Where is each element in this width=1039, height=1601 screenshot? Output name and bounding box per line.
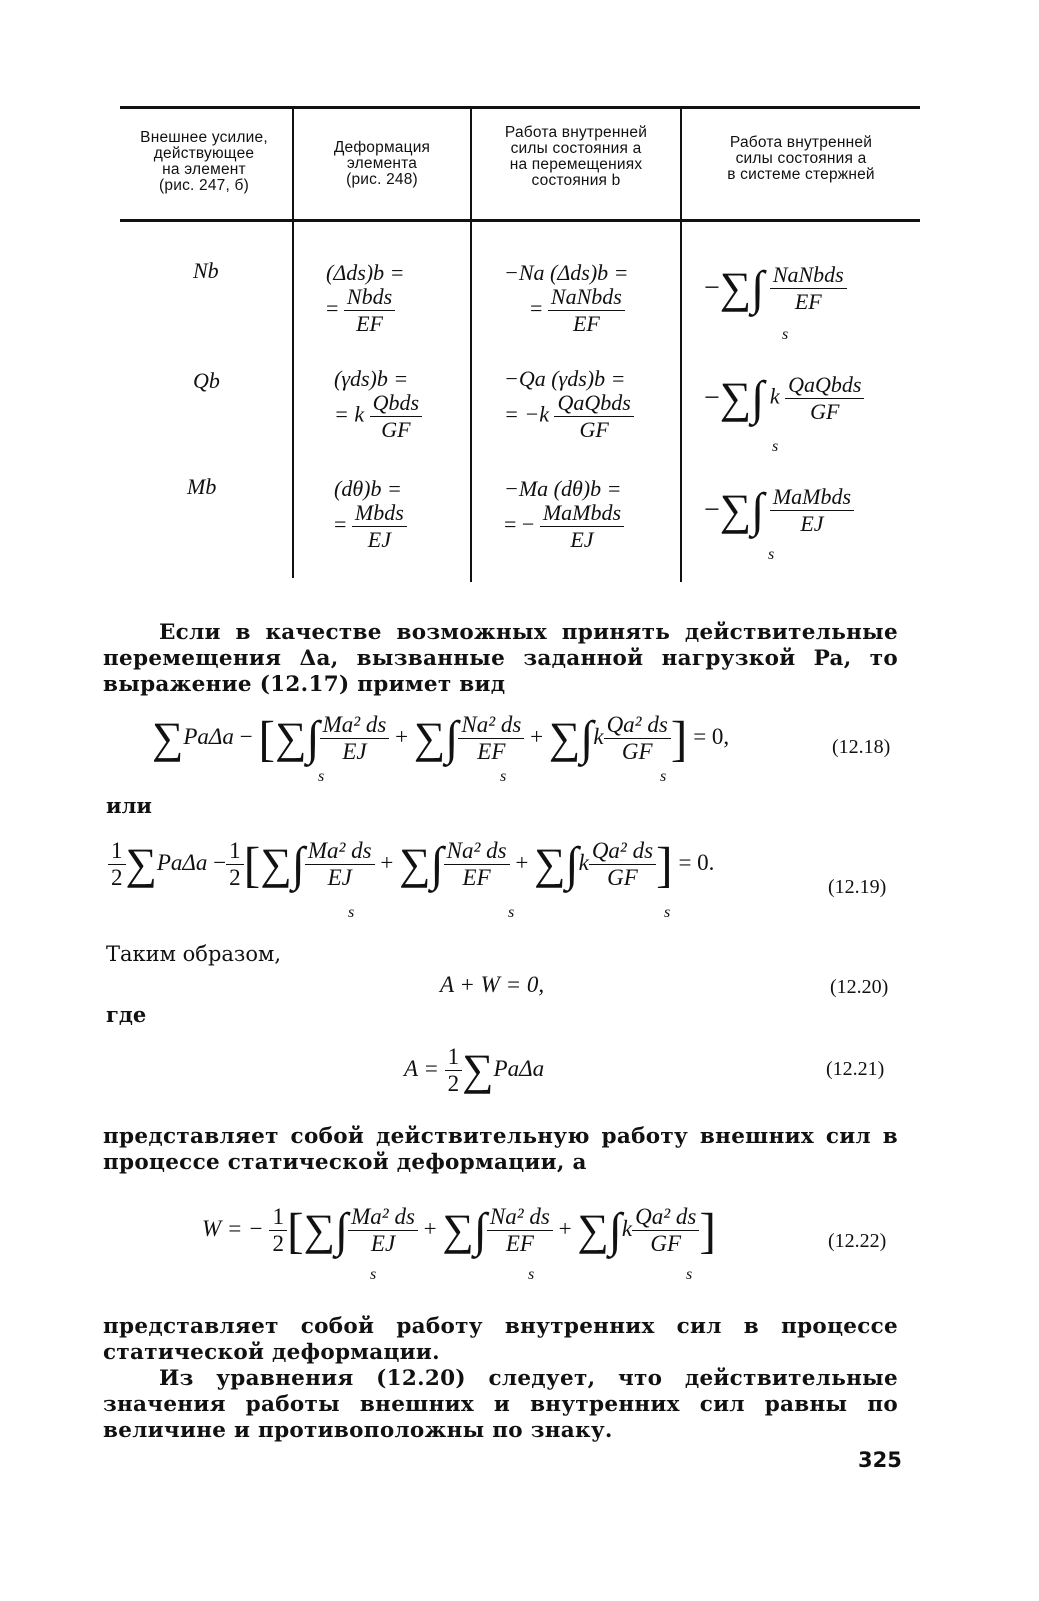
deformation-qb: (γds)b = = k $\frac{\text{Qbds}}{GF}$ (334, 366, 464, 443)
row-force-qb: Qb (193, 368, 220, 393)
equation-number-12-19: (12.19) (828, 876, 887, 898)
table-col-divider-2 (470, 108, 472, 582)
paragraph-conclusion: Из уравнения (12.20) следует, что действительные значения работы внешних и внутренних сил равны по величине и противоположны по знаку. (103, 1366, 898, 1443)
deformation-nb: (Δds)b = = $\frac{\text{Nbds}}{EF}$ (326, 260, 405, 336)
eq-12-22-s3: s (686, 1266, 693, 1283)
system-work-mb: −∑∫ $\frac{\text{MaMbds}}{EJ}$ s (704, 484, 919, 537)
internal-work-qb: −Qa (γds)b = = −k $\frac{\text{QaQbds}}{GF}$ (504, 366, 676, 443)
paragraph-external-work: представляет собой действительную работу внешних сил в процессе статической деформации, а (103, 1124, 898, 1175)
system-work-qb: −∑∫ k $\frac{\text{QaQbds}}{GF}$ s (704, 372, 919, 425)
table-header-rule (120, 219, 920, 222)
deformation-mb: (dθ)b = = $\frac{\text{Mbds}}{EJ}$ (334, 476, 464, 553)
equation-12-18: ∑PaΔa − [∑∫ $\frac{\text{Ma² ds}}{EJ}$ + ∑∫ $\frac{\text{Na² ds}}{EF}$ + ∑∫k $\frac{\text{Qa² ds}}{GF}$ ] = 0, (152, 710, 730, 767)
table-header-external-force: Внешнее усилие, действующее на элемент (рис. 247, б) (140, 129, 268, 194)
paragraph-internal-work: представляет собой работу внутренних сил в процессе статической деформации. (103, 1314, 898, 1365)
table-top-rule (120, 106, 920, 109)
equation-12-19: $\frac{1}{2}$ ∑PaΔa − $\frac{1}{2}$ [∑∫ $\frac{\text{Ma² ds}}{EJ}$ + ∑∫ $\frac{\text{Na² ds}}{EF}$ + ∑∫k $\frac{\text{Qa² ds}}{GF}$ ] = 0. (108, 838, 714, 891)
equation-number-12-18: (12.18) (832, 736, 891, 758)
table-header-internal-work: Работа внутренней силы состояния a на перемещениях состояния b (504, 124, 648, 189)
page-number: 325 (858, 1448, 902, 1472)
equation-number-12-20: (12.20) (830, 976, 889, 998)
table-col-divider-3 (680, 108, 682, 582)
row-force-mb: Mb (187, 474, 217, 499)
row-force-nb: Nb (193, 258, 219, 283)
eq-12-18-s3: s (660, 768, 667, 785)
system-work-nb: −∑∫ $\frac{\text{NaNbds}}{EF}$ s (704, 262, 919, 315)
eq-12-19-s2: s (508, 904, 515, 921)
label-where: где (106, 1002, 147, 1027)
paragraph-intro: Если в качестве возможных принять действительные перемещения Δa, вызванные заданной нагрузкой Pa, то выражение (12.17) примет вид (103, 620, 898, 697)
table-col-divider-1 (292, 108, 294, 578)
eq-12-22-s2: s (528, 1266, 535, 1283)
internal-work-mb: −Ma (dθ)b = = − $\frac{\text{MaMbds}}{EJ}$ (504, 476, 676, 553)
eq-12-19-s1: s (348, 904, 355, 921)
eq-12-22-s1: s (370, 1266, 377, 1283)
internal-work-nb: −Na (Δds)b = = $\frac{\text{NaNbds}}{EF}$ (504, 260, 629, 336)
equation-12-22: W = − $\frac{1}{2}$ [∑∫ $\frac{\text{Ma² ds}}{EJ}$ + ∑∫ $\frac{\text{Na² ds}}{EF}$ + ∑∫k $\frac{\text{Qa² ds}}{GF}$ ] (202, 1202, 716, 1259)
table-header-deformation: Деформация элемента (рис. 248) (333, 139, 431, 188)
eq-12-19-s3: s (664, 904, 671, 921)
label-or: или (106, 793, 152, 818)
label-thus: Таким образом, (106, 942, 282, 966)
equation-number-12-21: (12.21) (826, 1058, 885, 1080)
eq-12-18-s1: s (318, 768, 325, 785)
table-header-system-work: Работа внутренней силы состояния a в системе стержней (727, 134, 875, 183)
eq-12-18-s2: s (500, 768, 507, 785)
equation-12-20: A + W = 0, (440, 972, 545, 997)
equation-12-21: A = $\frac{1}{2}$ ∑PaΔa (404, 1044, 545, 1096)
equation-number-12-22: (12.22) (828, 1230, 887, 1252)
